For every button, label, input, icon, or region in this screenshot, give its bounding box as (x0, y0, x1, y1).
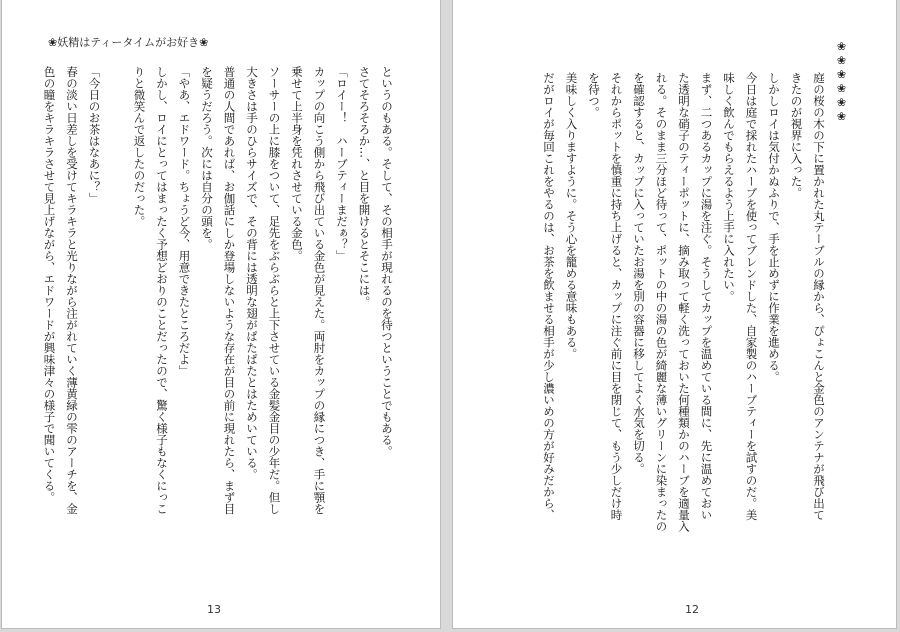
text-line: というのもある。そして、その相手が現れるのを待つということでもある。 (380, 66, 394, 457)
text-line: それからポットを慎重に持ち上げると、カップに注ぐ前に目を閉じて、もう少しだけ時 (609, 72, 624, 521)
section-ornament: ❀❀❀❀❀❀ (835, 40, 848, 124)
text-line: ソーサーの上に膝をついて、足先をぶらぶらと上下させている金髪金目の少年だ。但し (267, 66, 282, 515)
text-line (106, 66, 129, 596)
left-page (2, 0, 440, 628)
text-line: 大きさは手のひらサイズで、その背には透明な翅がぱたぱたとはためいている。 (245, 66, 259, 480)
text-line: さてそろそろか…、と目を開けるとそこには。 (357, 66, 372, 308)
text-line: 普通の人間であれば、お伽話にしか登場しないような存在が目の前に現れたら、まず目 (222, 66, 237, 515)
page-number-right: 12 (685, 603, 699, 616)
text-line: を確認すると、カップに入っていたお湯を別の容器に移してよく水気を切る。 (632, 72, 646, 475)
text-line: 「やあ、エドワード。ちょうど今、用意できたところだよ」 (177, 66, 192, 377)
text-line: た透明な硝子のティーポットに、摘み取って軽く洗っておいた何種類かのハーブを適量入 (677, 72, 691, 532)
text-line: 今日は庭で採れたハーブを使ってブレンドした、自家製のハーブティーを試すのだ。美 (744, 72, 759, 521)
text-line: 味しく飲んでもらえるよう上手に入れたい。 (722, 72, 736, 302)
right-page-body (510, 72, 830, 602)
text-line: 乗せて上半身を凭れさせている金色。 (290, 66, 304, 262)
left-page-body (38, 66, 398, 596)
text-line: まず、二つあるカップに湯を注ぐ。そうしてカップを温めている間に、先に温めておい (699, 72, 714, 521)
text-line: れる。そのまま三分ほど待って、ポットの中の湯の色が綺麗な薄いグリーンに染まったの (654, 72, 669, 532)
text-line: 美味しく入りますように。そう心を籠める意味もある。 (564, 72, 579, 360)
running-header: ❀妖精はティータイムがお好き❀ (48, 36, 209, 49)
text-line: を待つ。 (587, 72, 601, 118)
text-line: 春の淡い日差しを受けてキラキラと光りながら注がれていく薄黄緑の雫のアーチを、金 (65, 66, 79, 515)
text-line: しかしロイは気付かぬふりで、手を止めずに作業を進める。 (767, 72, 781, 383)
text-line: りと微笑んで返したのだった。 (132, 66, 147, 227)
text-line: 「ロイー！ ハーブティーまだぁ？」 (335, 66, 349, 262)
page-number-left: 13 (207, 603, 221, 616)
text-line: きたのが視界に入った。 (789, 72, 804, 199)
right-page (453, 0, 896, 628)
text-line: カップの向こう側から飛び出ている金色が見えた。両肘をカップの縁につき、手に顎を (312, 66, 327, 515)
text-line: 「今日のお茶はなあに？」 (87, 66, 102, 204)
text-line: を疑うだろう。次には自分の頭を。 (200, 66, 214, 250)
text-line: 庭の桜の木の下に置かれた丸テーブルの縁から、ぴょこんと金色のアンテナが飛び出て (812, 72, 826, 521)
text-line: 色の瞳をキラキラさせて見上げながら、エドワードが興味津々の様子で聞いてくる。 (42, 66, 57, 503)
text-line: だがロイが毎回これをやるのは、お茶を飲ませる相手が少し濃いめの方が好みだから、 (542, 72, 556, 521)
text-line: しかし、ロイにとってはまったく予想どおりのことだったので、驚く様子もなくにっこ (155, 66, 169, 515)
